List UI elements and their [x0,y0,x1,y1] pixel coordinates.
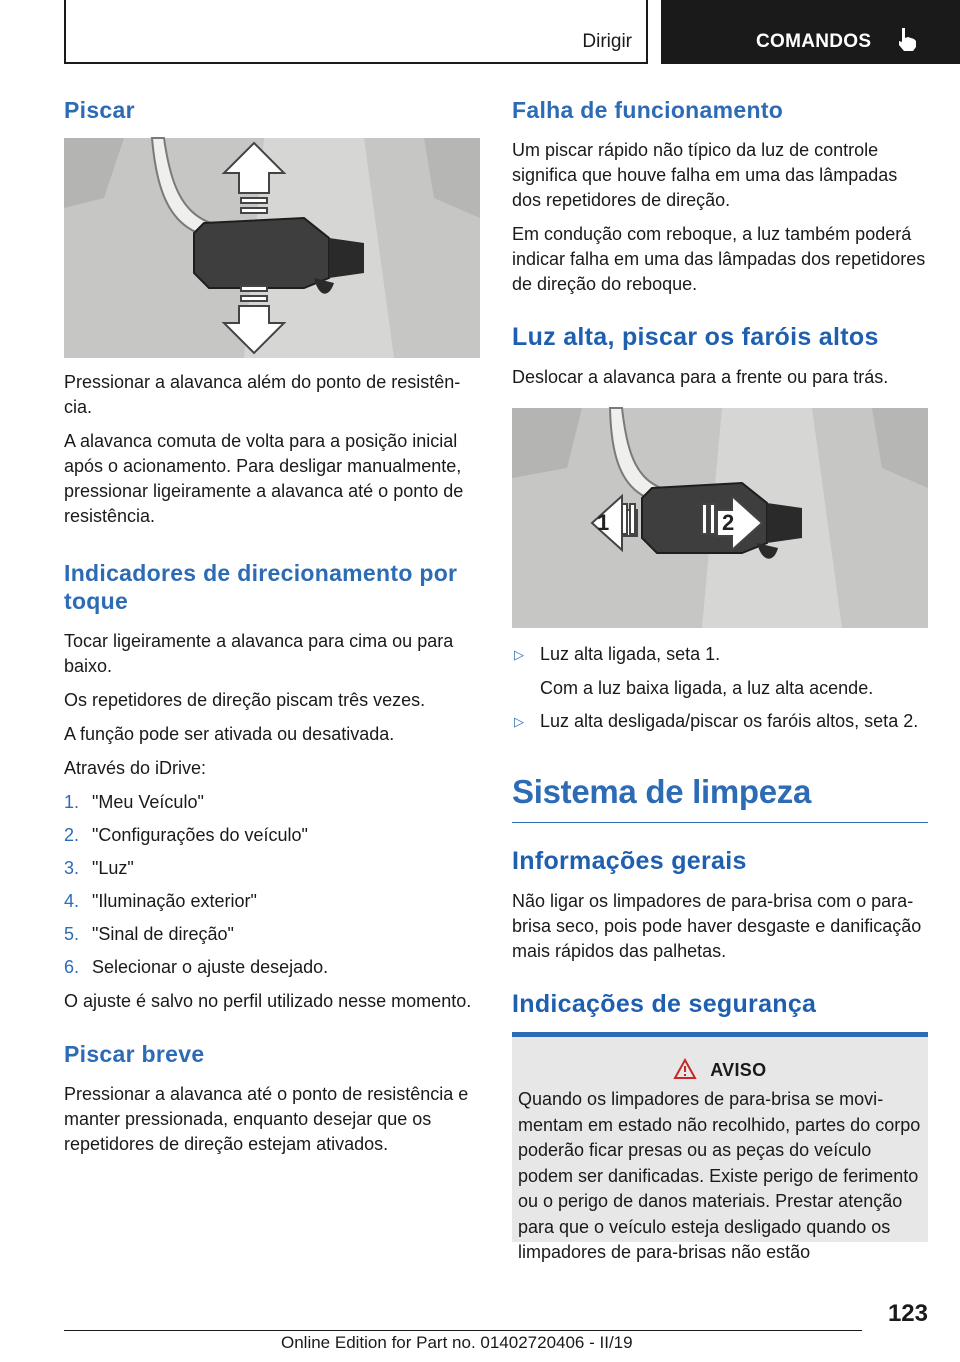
arrow-label-1: 1 [597,510,610,535]
step-text: "Luz" [92,858,134,878]
luz-alta-list [512,642,928,734]
warning-header [518,1059,922,1081]
step-text: "Meu Veículo" [92,792,204,812]
toque-paragraph-2: Os repetidores de direção piscam três vezes. [64,690,426,710]
step-text: Selecionar o ajuste desejado. [92,957,329,977]
page-number: 123 [887,1300,928,1327]
list-item-text: Luz alta desligada/piscar os faróis altos, seta 2. [540,711,919,731]
luz-alta-heading: Luz alta, piscar os faróis altos [512,323,879,351]
list-item [512,642,928,701]
piscar-breve-paragraph: Pressionar a alavanca até o ponto de resistência e manter pressionada, enquanto desejar que os repetidores de direção estejam ativados. [64,1084,469,1154]
informacoes-gerais-paragraph: Não ligar os limpadores de para-brisa com o para-brisa seco, pois pode haver desgaste e danificação mais rápidos das palhetas. [512,891,922,961]
step-text: "Sinal de direção" [92,924,234,944]
seguranca-heading: Indicações de segurança [512,990,817,1018]
header-chapter-box [661,0,960,64]
list-item [64,889,480,914]
list-item-subtext: Com a luz baixa ligada, a luz alta acende. [540,678,874,698]
list-item [512,709,928,734]
list-item [64,922,480,947]
falha-heading: Falha de funcionamento [512,97,784,123]
header-section-box [64,0,648,64]
header-section-label: Dirigir [582,31,632,52]
warning-box [512,1032,928,1262]
piscar-breve-heading: Piscar breve [64,1041,205,1067]
header-chapter-label: COMANDOS [756,31,872,52]
step-text: "Iluminação exterior" [92,891,257,911]
informacoes-gerais-heading: Informações gerais [512,847,747,875]
idrive-steps-list [64,790,480,980]
lever-forward-back-drawing [512,408,928,628]
step-number: 5. [64,924,80,944]
piscar-heading: Piscar [64,97,135,123]
arrow-label-2: 2 [722,510,735,535]
toque-paragraph-3: A função pode ser ativada ou desativada. [64,724,395,744]
step-number: 3. [64,858,80,878]
warning-label: AVISO [710,1060,767,1080]
toque-paragraph-1: Tocar ligeiramente a alavanca para cima ou para baixo. [64,631,454,676]
sistema-limpeza-heading: Sistema de limpeza [512,772,928,823]
footer-edition: Online Edition for Part no. 01402720406 - II/19 [281,1333,633,1352]
left-column [64,96,480,1166]
step-number: 2. [64,825,80,845]
lever-forward-back-illustration [512,408,928,628]
piscar-paragraph-1: Pressionar a alavanca além do ponto de resistência. [64,372,461,417]
step-text: "Configurações do veículo" [92,825,308,845]
falha-paragraph-2: Em condução com reboque, a luz também poderá indicar falha em uma das lâmpadas dos repetidores de direção do reboque. [512,224,926,294]
step-number: 6. [64,957,80,977]
lever-up-down-drawing [64,138,480,358]
footer-divider [64,1330,862,1331]
list-item [64,823,480,848]
luz-alta-paragraph: Deslocar a alavanca para a frente ou para trás. [512,367,889,387]
piscar-paragraph-2: A alavanca comuta de volta para a posição inicial após o acionamento. Para desligar manualmente, pressionar ligeiramente a alavanca até o ponto de resistência. [64,431,464,526]
warning-triangle-icon [674,1059,696,1079]
toque-paragraph-4: Através do iDrive: [64,758,207,778]
warning-text: Quando os limpadores de para-brisa se movimentam em estado não recolhido, partes do corpo poderão ficar presas ou as peças do veículo podem ser danificadas. Existe perigo de ferimento ou o perigo de danos materiais. Prestar atenção para que o veículo esteja desligado quando os limpadores de para-brisas não estão [518,1089,921,1262]
list-item [64,955,480,980]
triangle-bullet-icon: ▷ [514,714,524,729]
list-item [64,856,480,881]
step-number: 1. [64,792,80,812]
falha-paragraph-1: Um piscar rápido não típico da luz de controle significa que houve falha em uma das lâmpadas dos repetidores de direção. [512,140,898,210]
list-item [64,790,480,815]
pointing-hand-icon [895,26,919,52]
toque-paragraph-5: O ajuste é salvo no perfil utilizado nesse momento. [64,991,472,1011]
lever-up-down-illustration [64,138,480,358]
toque-heading: Indicadores de direcionamento por toque [64,560,458,614]
list-item-text: Luz alta ligada, seta 1. [540,644,721,664]
right-column [512,96,928,1262]
step-number: 4. [64,891,80,911]
triangle-bullet-icon: ▷ [514,647,524,662]
